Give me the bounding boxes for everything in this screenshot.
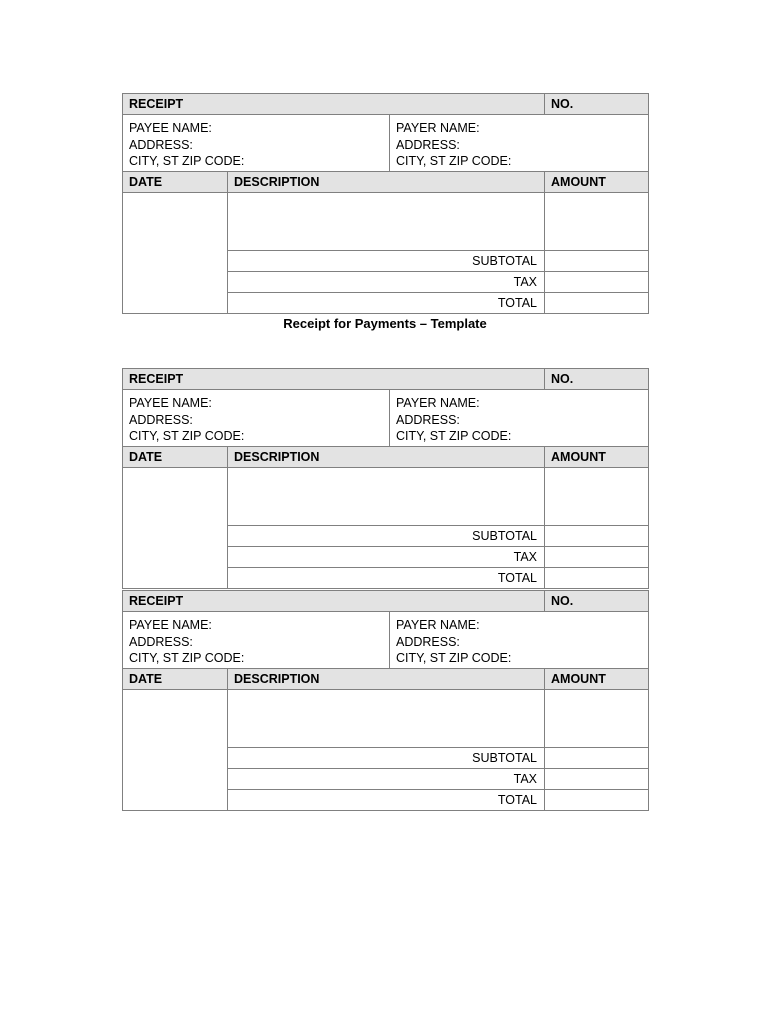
date-cell bbox=[123, 193, 228, 314]
payee-name-label: PAYEE NAME: bbox=[129, 121, 212, 135]
tax-label: TAX bbox=[228, 769, 545, 790]
payee-section bbox=[123, 115, 390, 172]
tax-label: TAX bbox=[228, 547, 545, 568]
subtotal-label: SUBTOTAL bbox=[228, 526, 545, 547]
subtotal-amount-cell bbox=[545, 748, 649, 769]
total-amount-cell bbox=[545, 293, 649, 314]
subtotal-amount-cell bbox=[545, 526, 649, 547]
description-cell bbox=[228, 690, 545, 748]
tax-amount-cell bbox=[545, 272, 649, 293]
amount-cell bbox=[545, 193, 649, 251]
amount-column-header: AMOUNT bbox=[545, 447, 649, 468]
total-label: TOTAL bbox=[228, 293, 545, 314]
payee-address-label: ADDRESS: bbox=[129, 137, 193, 152]
payee-section bbox=[123, 612, 390, 669]
payer-name-label: PAYER NAME: bbox=[396, 396, 480, 410]
payee-city-label: CITY, ST ZIP CODE: bbox=[129, 154, 245, 168]
tax-amount-cell bbox=[545, 547, 649, 568]
total-amount-cell bbox=[545, 568, 649, 589]
receipt-title: RECEIPT bbox=[123, 94, 545, 115]
payer-section bbox=[390, 612, 649, 669]
payee-address-label: ADDRESS: bbox=[129, 412, 193, 427]
date-column-header: DATE bbox=[123, 669, 228, 690]
receipt-number-label: NO. bbox=[545, 369, 649, 390]
total-label: TOTAL bbox=[228, 568, 545, 589]
description-column-header: DESCRIPTION bbox=[228, 172, 545, 193]
date-cell bbox=[123, 690, 228, 811]
date-column-header: DATE bbox=[123, 172, 228, 193]
payee-name-label: PAYEE NAME: bbox=[129, 618, 212, 632]
subtotal-label: SUBTOTAL bbox=[228, 251, 545, 272]
payee-address-label: ADDRESS: bbox=[129, 634, 193, 649]
description-column-header: DESCRIPTION bbox=[228, 669, 545, 690]
amount-cell bbox=[545, 468, 649, 526]
receipt-title: RECEIPT bbox=[123, 591, 545, 612]
total-amount-cell bbox=[545, 790, 649, 811]
description-cell bbox=[228, 193, 545, 251]
payer-section bbox=[390, 115, 649, 172]
amount-column-header: AMOUNT bbox=[545, 172, 649, 193]
payer-address-label: ADDRESS: bbox=[396, 412, 460, 427]
payer-address-label: ADDRESS: bbox=[396, 137, 460, 152]
payee-city-label: CITY, ST ZIP CODE: bbox=[129, 429, 245, 443]
payee-section bbox=[123, 390, 390, 447]
payee-name-label: PAYEE NAME: bbox=[129, 396, 212, 410]
receipt-number-label: NO. bbox=[545, 591, 649, 612]
total-label: TOTAL bbox=[228, 790, 545, 811]
receipt-title: RECEIPT bbox=[123, 369, 545, 390]
amount-column-header: AMOUNT bbox=[545, 669, 649, 690]
receipt-form-1 bbox=[122, 93, 649, 314]
description-column-header: DESCRIPTION bbox=[228, 447, 545, 468]
receipt-form-2 bbox=[122, 368, 649, 589]
payer-city-label: CITY, ST ZIP CODE: bbox=[396, 154, 512, 168]
description-cell bbox=[228, 468, 545, 526]
payer-city-label: CITY, ST ZIP CODE: bbox=[396, 651, 512, 665]
receipt-number-label: NO. bbox=[545, 94, 649, 115]
payer-name-label: PAYER NAME: bbox=[396, 618, 480, 632]
payer-name-label: PAYER NAME: bbox=[396, 121, 480, 135]
tax-amount-cell bbox=[545, 769, 649, 790]
payer-city-label: CITY, ST ZIP CODE: bbox=[396, 429, 512, 443]
subtotal-label: SUBTOTAL bbox=[228, 748, 545, 769]
date-cell bbox=[123, 468, 228, 589]
subtotal-amount-cell bbox=[545, 251, 649, 272]
tax-label: TAX bbox=[228, 272, 545, 293]
receipt-form-3 bbox=[122, 590, 649, 811]
date-column-header: DATE bbox=[123, 447, 228, 468]
payer-section bbox=[390, 390, 649, 447]
amount-cell bbox=[545, 690, 649, 748]
template-caption: Receipt for Payments – Template bbox=[283, 316, 487, 331]
payer-address-label: ADDRESS: bbox=[396, 634, 460, 649]
payee-city-label: CITY, ST ZIP CODE: bbox=[129, 651, 245, 665]
